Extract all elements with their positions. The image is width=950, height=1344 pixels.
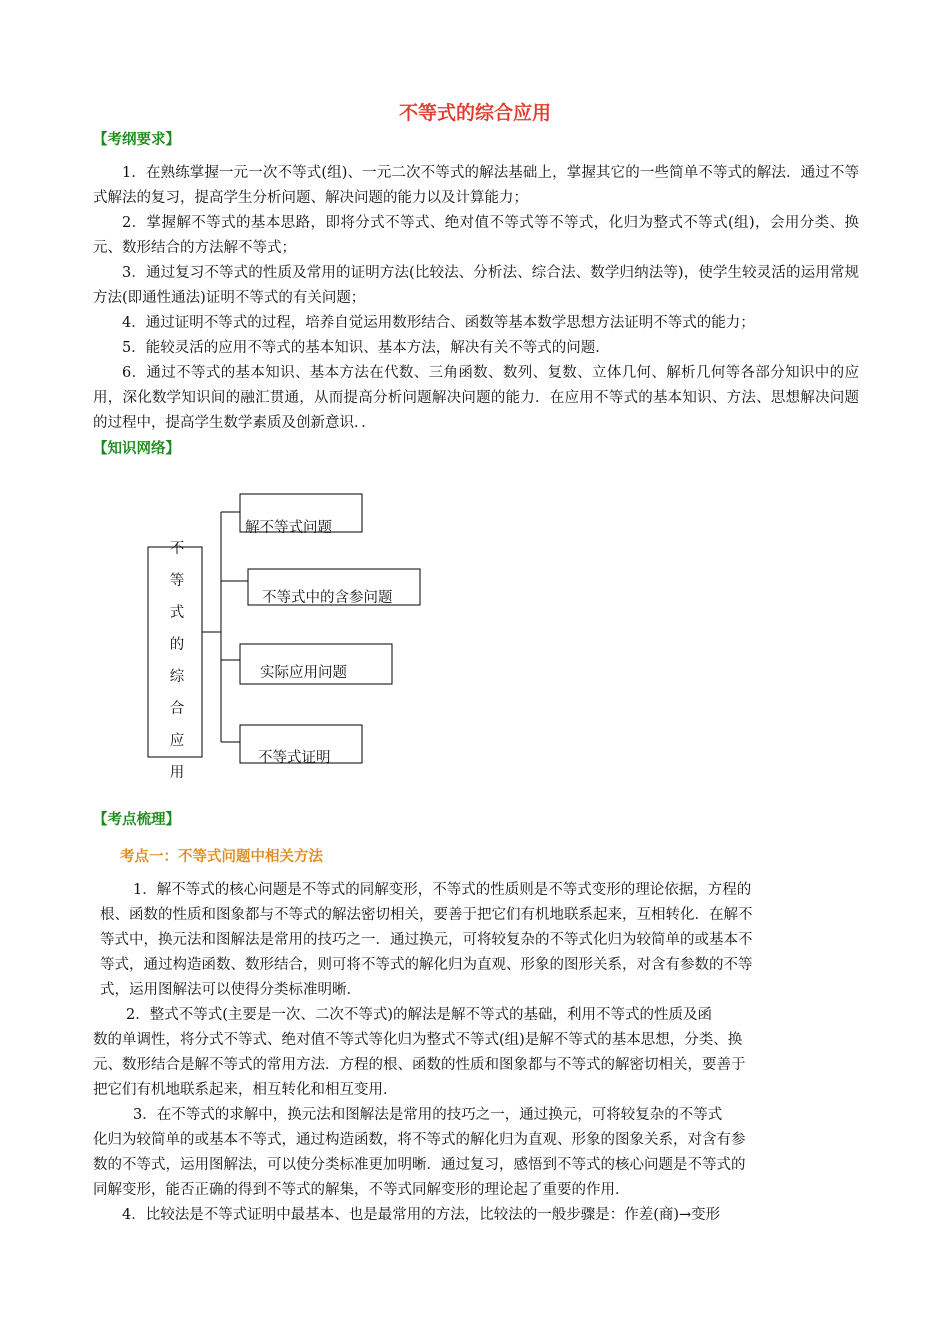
text-line: 1．解不等式的核心问题是不等式的同解变形，不等式的性质则是不等式变形的理论依据，方程的 (133, 882, 752, 898)
text-line: 把它们有机地联系起来，相互转化和相互变用． (93, 1082, 398, 1098)
requirement-item: 5．能较灵活的应用不等式的基本知识、基本方法，解决有关不等式的问题． (122, 340, 610, 356)
root-label-char: 等 (169, 573, 185, 589)
text-line: 等式中，换元法和图解法是常用的技巧之一．通过换元，可将较复杂的不等式化归为较简单的或基本不 (100, 932, 753, 948)
text-line: 式，运用图解法可以使得分类标准明晰． (100, 982, 361, 998)
root-label-char: 式 (169, 605, 185, 621)
section-heading-points: 【考点梳理】 (93, 812, 180, 828)
page-title: 不等式的综合应用 (398, 102, 551, 124)
section-heading-network: 【知识网络】 (93, 441, 180, 457)
text-line: 数的不等式，运用图解法，可以使分类标准更加明晰．通过复习，感悟到不等式的核心问题是不等式的 (93, 1157, 746, 1173)
root-label-char: 不 (169, 541, 185, 557)
branch-label: 解不等式问题 (245, 520, 332, 536)
text-line: 3．在不等式的求解中，换元法和图解法是常用的技巧之一，通过换元，可将较复杂的不等式 (133, 1107, 723, 1123)
point-1-paragraph-1 (93, 878, 859, 1003)
text-line: 2．整式不等式(主要是一次、二次不等式)的解法是解不等式的基础，利用不等式的性质及函 (126, 1007, 713, 1023)
text-line: 根、函数的性质和图象都与不等式的解法密切相关，要善于把它们有机地联系起来，互相转化．在解不 (100, 907, 753, 923)
point-1-paragraph-4 (93, 1203, 859, 1228)
text-line: 同解变形，能否正确的得到不等式的解集，不等式同解变形的理论起了重要的作用． (93, 1182, 630, 1198)
text-line: 元、数形结合是解不等式的常用方法．方程的根、函数的性质和图象都与不等式的解密切相关，要善于 (93, 1057, 746, 1073)
branch-label: 实际应用问题 (260, 665, 347, 681)
requirement-item: 3．通过复习不等式的性质及常用的证明方法(比较法、分析法、综合法、数学归纳法等)，使学生较灵活的运用常规方法(即通性通法)证明不等式的有关问题； (93, 265, 859, 306)
section-heading-requirements: 【考纲要求】 (93, 132, 180, 148)
requirement-item: 4．通过证明不等式的过程，培养自觉运用数形结合、函数等基本数学思想方法证明不等式的能力； (122, 315, 755, 331)
text-line: 等式，通过构造函数、数形结合，则可将不等式的解化归为直观、形象的图形关系，对含有参数的不等 (100, 957, 753, 973)
text-line: 数的单调性，将分式不等式、绝对值不等式等化归为整式不等式(组)是解不等式的基本思想，分类、换 (93, 1032, 743, 1048)
requirement-item: 1．在熟练掌握一元一次不等式(组)、一元二次不等式的解法基础上，掌握其它的一些简单不等式的解法．通过不等式解法的复习，提高学生分析问题、解决问题的能力以及计算能力； (93, 165, 859, 206)
requirement-item: 6．通过不等式的基本知识、基本方法在代数、三角函数、数列、复数、立体几何、解析几何等各部分知识中的应用，深化数学知识间的融汇贯通，从而提高分析问题解决问题的能力．在应用不等式的基本知识、方法、思想解决问题的过程中，提高学生数学素质及创新意识．． (93, 365, 859, 431)
root-label-char: 用 (169, 765, 185, 781)
root-label-char: 合 (169, 701, 185, 717)
requirement-item: 2．掌握解不等式的基本思路，即将分式不等式、绝对值不等式等不等式，化归为整式不等式(组)，会用分类、换元、数形结合的方法解不等式； (93, 215, 859, 256)
branch-label: 不等式证明 (258, 750, 331, 766)
point-1-paragraph-2 (93, 1003, 859, 1103)
root-label-char: 应 (169, 733, 185, 749)
point-1-paragraph-3 (93, 1103, 859, 1203)
text-line: 4．比较法是不等式证明中最基本、也是最常用的方法，比较法的一般步骤是：作差(商)→变形 (122, 1207, 721, 1223)
root-label-char: 的 (169, 637, 185, 653)
text-line: 化归为较简单的或基本不等式，通过构造函数，将不等式的解化归为直观、形象的图象关系，对含有参 (93, 1132, 746, 1148)
branch-label: 不等式中的含参问题 (262, 590, 393, 606)
root-label-char: 综 (169, 669, 185, 685)
point-1-heading: 考点一：不等式问题中相关方法 (120, 849, 323, 865)
